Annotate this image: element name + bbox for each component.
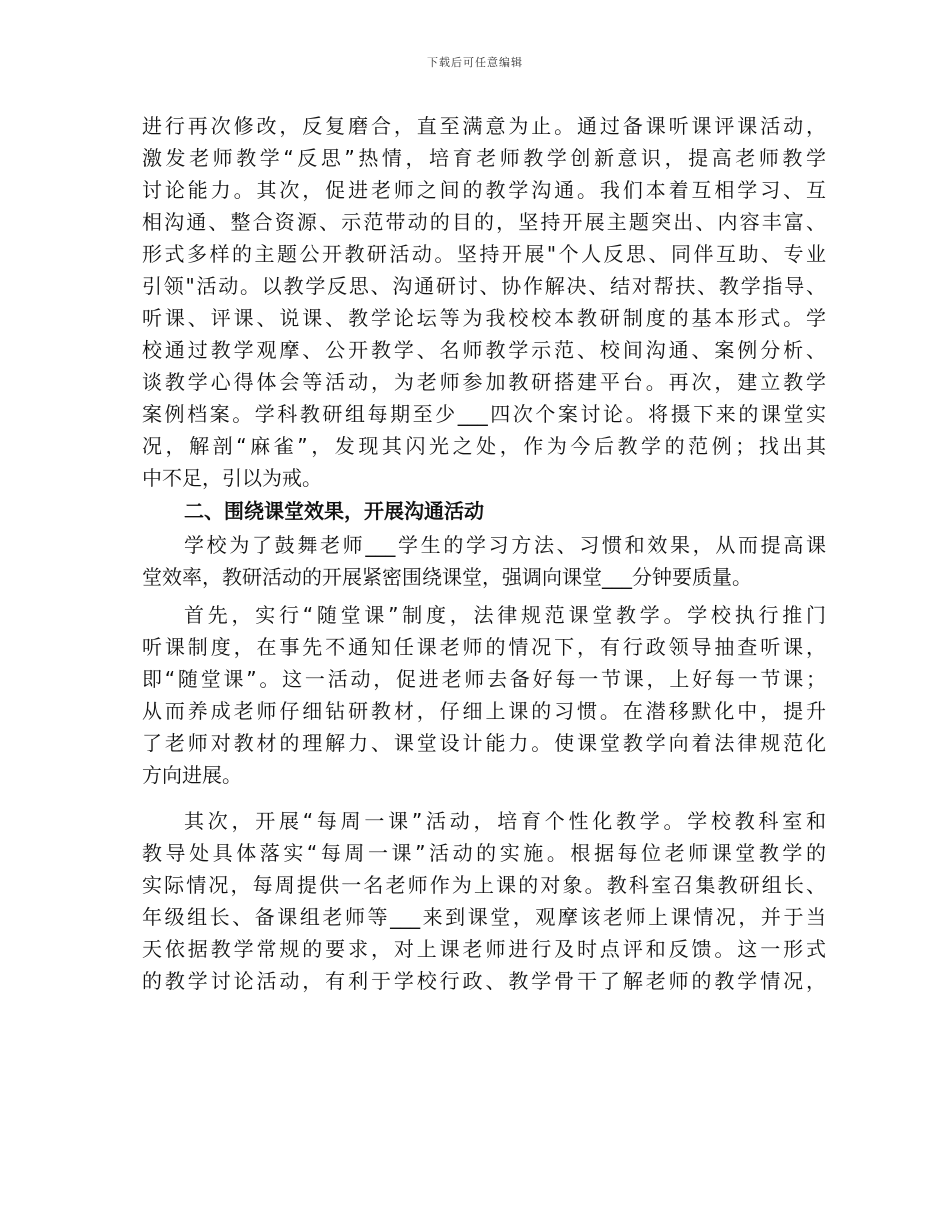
text-line: 相沟通、整合资源、示范带动的目的，坚持开展主题突出、内容丰富、	[142, 210, 826, 234]
text-line: 讨论能力。其次，促进老师之间的教学沟通。我们本着互相学习、互	[142, 178, 826, 202]
paragraph-4	[142, 805, 826, 997]
paragraph-2	[142, 529, 826, 593]
text-line: 引领"活动。以教学反思、沟通研讨、协作解决、结对帮扶、教学指导、	[142, 274, 826, 298]
text-line: 天依据教学常规的要求，对上课老师进行及时点评和反馈。这一形式	[142, 937, 826, 961]
text-line: 听课、评课、说课、教学论坛等为我校校本教研制度的基本形式。学	[142, 306, 826, 330]
text-line: 的教学讨论活动，有利于学校行政、教学骨干了解老师的教学情况，	[142, 969, 826, 993]
text-line: 年级组长、备课组老师等___来到课堂，观摩该老师上课情况，并于当	[142, 905, 826, 929]
text-line: 谈教学心得体会等活动，为老师参加教研搭建平台。再次，建立教学	[142, 370, 826, 394]
text-line: 即“随堂课”。这一活动，促进老师去备好每一节课，上好每一节课；	[142, 667, 826, 691]
paragraph-3	[142, 599, 826, 791]
text-line: 从而养成老师仔细钻研教材，仔细上课的习惯。在潜移默化中，提升	[142, 699, 826, 723]
text-line: 听课制度，在事先不通知任课老师的情况下，有行政领导抽查听课，	[142, 635, 826, 659]
text-line: 进行再次修改，反复磨合，直至满意为止。通过备课听课评课活动，	[142, 114, 826, 138]
text-line: 了老师对教材的理解力、课堂设计能力。使课堂教学向着法律规范化	[142, 731, 826, 755]
text-line: 中不足，引以为戒。	[142, 466, 322, 490]
section-heading-text: 二、围绕课堂效果，开展沟通活动	[184, 499, 484, 523]
text-line: 激发老师教学“反思”热情，培育老师教学创新意识，提高老师教学	[142, 146, 826, 170]
page-header: 下载后可任意编辑	[427, 56, 523, 69]
text-line: 其次，开展“每周一课”活动，培育个性化教学。学校教科室和	[184, 809, 826, 833]
text-line: 教导处具体落实“每周一课”活动的实施。根据每位老师课堂教学的	[142, 841, 826, 865]
text-line: 校通过教学观摩、公开教学、名师教学示范、校间沟通、案例分析、	[142, 338, 826, 362]
section-heading	[142, 495, 826, 527]
text-line: 况，解剖“麻雀”，发现其闪光之处，作为今后教学的范例；找出其	[142, 434, 826, 458]
paragraph-1	[142, 110, 826, 494]
paragraph-gap	[142, 791, 826, 805]
text-line: 案例档案。学科教研组每期至少___四次个案讨论。将摄下来的课堂实	[142, 402, 826, 426]
text-line: 堂效率，教研活动的开展紧密围绕课堂，强调向课堂___分钟要质量。	[142, 565, 752, 589]
text-line: 首先，实行“随堂课”制度，法律规范课堂教学。学校执行推门	[184, 603, 826, 627]
text-line: 方向进展。	[142, 763, 242, 787]
document-body	[142, 110, 826, 997]
text-line: 形式多样的主题公开教研活动。坚持开展"个人反思、同伴互助、专业	[142, 242, 826, 266]
text-line: 学校为了鼓舞老师___学生的学习方法、习惯和效果，从而提高课	[184, 533, 826, 557]
text-line: 实际情况，每周提供一名老师作为上课的对象。教科室召集教研组长、	[142, 873, 826, 897]
